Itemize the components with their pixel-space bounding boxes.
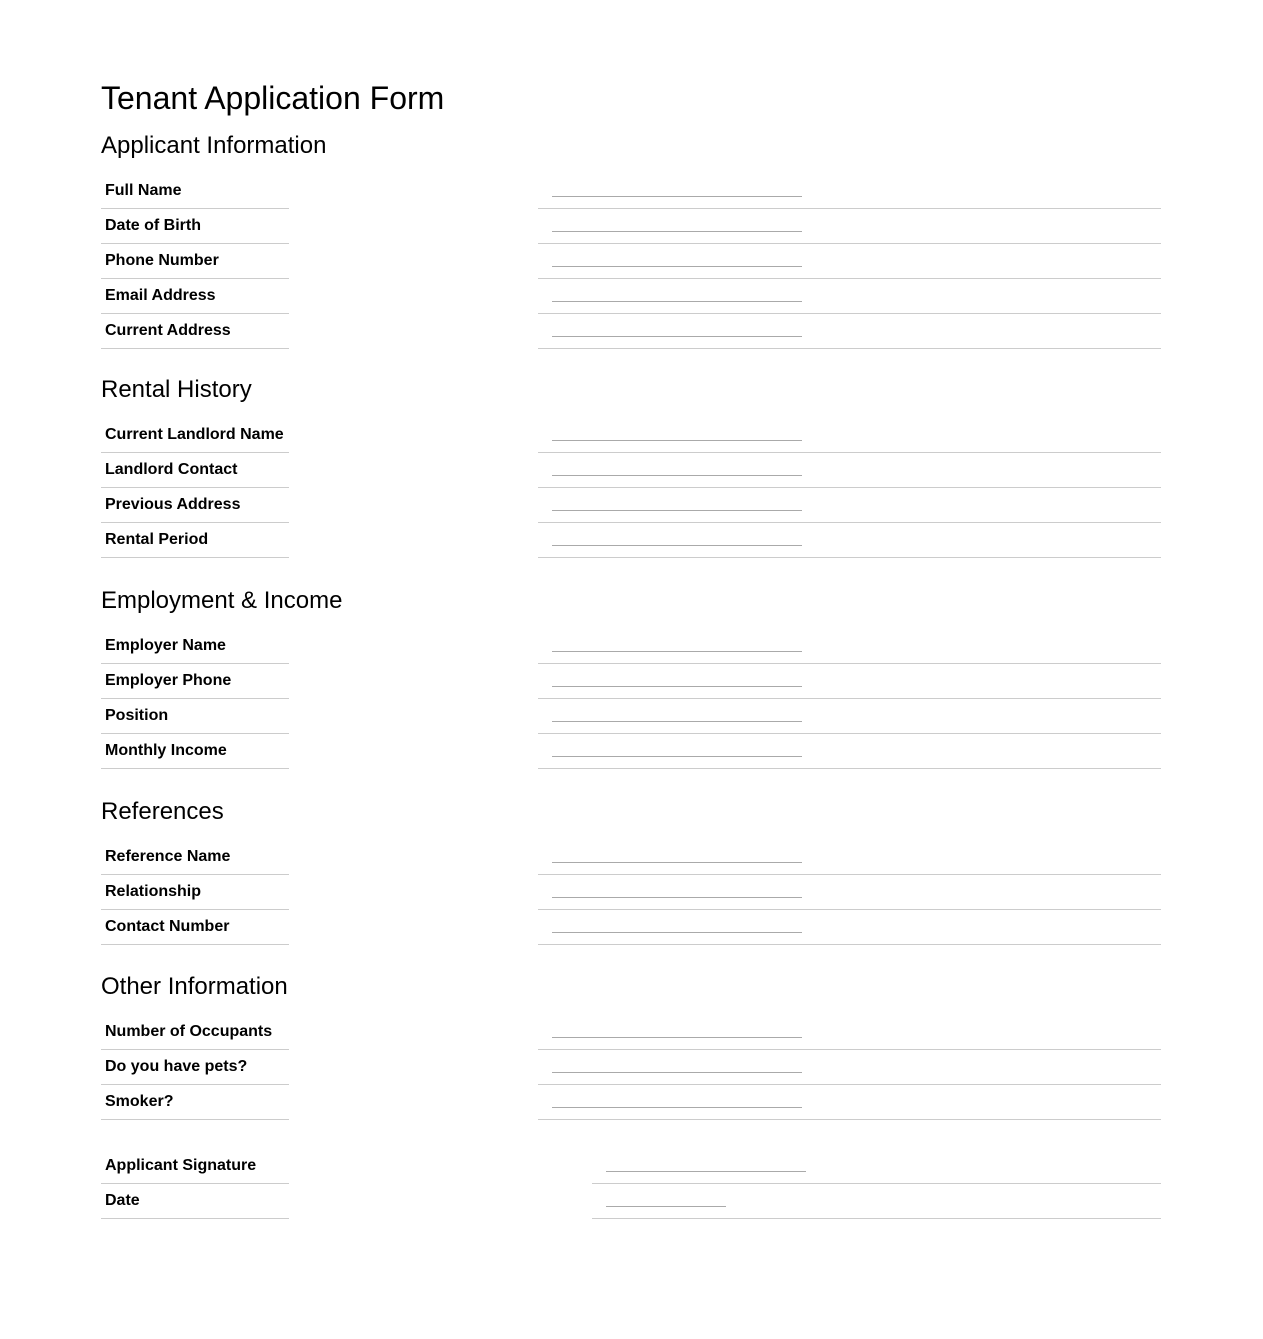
section-title: Employment & Income <box>101 587 343 614</box>
field-cell <box>538 174 1161 209</box>
field-cell <box>538 1085 1161 1120</box>
spacer <box>289 734 538 769</box>
field-label: Number of Occupants <box>101 1015 289 1050</box>
section-applicant-information <box>101 131 1161 349</box>
field-cell <box>538 664 1161 699</box>
field-label: Smoker? <box>101 1085 289 1120</box>
field-cell <box>538 629 1161 664</box>
field-label: Relationship <box>101 875 289 910</box>
current-address-input[interactable] <box>552 327 802 337</box>
field-cell <box>538 314 1161 349</box>
current-landlord-name-input[interactable] <box>552 431 802 441</box>
spacer <box>289 1149 592 1184</box>
spacer <box>289 174 538 209</box>
form-row-phone-number <box>101 244 1161 279</box>
spacer <box>289 209 538 244</box>
spacer <box>289 418 538 453</box>
section-title: Applicant Information <box>101 132 327 159</box>
contact-number-input[interactable] <box>552 923 802 933</box>
field-cell <box>538 209 1161 244</box>
section-rental-history <box>101 375 1161 558</box>
field-cell <box>538 1015 1161 1050</box>
phone-number-input[interactable] <box>552 257 802 267</box>
section-other-information <box>101 972 1161 1120</box>
field-table <box>101 840 1161 945</box>
field-label: Previous Address <box>101 488 289 523</box>
field-label: Landlord Contact <box>101 453 289 488</box>
section-signature <box>101 1149 1161 1219</box>
full-name-input[interactable] <box>552 187 802 197</box>
field-label: Email Address <box>101 279 289 314</box>
pets-input[interactable] <box>552 1063 802 1073</box>
spacer <box>289 664 538 699</box>
form-row-employer-phone <box>101 664 1161 699</box>
section-title: Other Information <box>101 973 288 1000</box>
form-row-rental-period <box>101 523 1161 558</box>
field-cell <box>538 488 1161 523</box>
spacer <box>289 279 538 314</box>
field-cell <box>538 453 1161 488</box>
form-row-full-name <box>101 174 1161 209</box>
form-row-date-of-birth <box>101 209 1161 244</box>
reference-name-input[interactable] <box>552 853 802 863</box>
field-cell <box>538 279 1161 314</box>
field-label: Current Address <box>101 314 289 349</box>
form-row-contact-number <box>101 910 1161 945</box>
field-table <box>101 418 1161 558</box>
tenant-application-form <box>101 78 1161 1219</box>
field-cell <box>592 1149 1161 1184</box>
field-label: Employer Name <box>101 629 289 664</box>
field-cell <box>538 734 1161 769</box>
field-cell <box>538 1050 1161 1085</box>
date-of-birth-input[interactable] <box>552 222 802 232</box>
section-title: Rental History <box>101 376 252 403</box>
spacer <box>289 1050 538 1085</box>
page-title: Tenant Application Form <box>101 80 445 116</box>
field-label: Rental Period <box>101 523 289 558</box>
form-row-reference-name <box>101 840 1161 875</box>
section-employment-income <box>101 586 1161 769</box>
field-label: Position <box>101 699 289 734</box>
previous-address-input[interactable] <box>552 501 802 511</box>
date-input[interactable] <box>606 1197 726 1207</box>
section-title: References <box>101 798 224 825</box>
form-row-smoker <box>101 1085 1161 1120</box>
email-address-input[interactable] <box>552 292 802 302</box>
field-table <box>101 1015 1161 1120</box>
field-label: Contact Number <box>101 910 289 945</box>
spacer <box>289 629 538 664</box>
position-input[interactable] <box>552 712 802 722</box>
employer-phone-input[interactable] <box>552 677 802 687</box>
form-row-employer-name <box>101 629 1161 664</box>
relationship-input[interactable] <box>552 888 802 898</box>
field-cell <box>538 418 1161 453</box>
field-label: Do you have pets? <box>101 1050 289 1085</box>
spacer <box>289 699 538 734</box>
spacer <box>289 453 538 488</box>
field-label: Phone Number <box>101 244 289 279</box>
field-cell <box>538 840 1161 875</box>
form-row-relationship <box>101 875 1161 910</box>
field-table <box>101 629 1161 769</box>
number-of-occupants-input[interactable] <box>552 1028 802 1038</box>
field-cell <box>538 699 1161 734</box>
applicant-signature-input[interactable] <box>606 1162 806 1172</box>
landlord-contact-input[interactable] <box>552 466 802 476</box>
form-row-email-address <box>101 279 1161 314</box>
form-row-number-of-occupants <box>101 1015 1161 1050</box>
field-label: Monthly Income <box>101 734 289 769</box>
spacer <box>289 1184 592 1219</box>
form-row-position <box>101 699 1161 734</box>
field-label: Employer Phone <box>101 664 289 699</box>
spacer <box>289 875 538 910</box>
field-label: Applicant Signature <box>101 1149 289 1184</box>
rental-period-input[interactable] <box>552 536 802 546</box>
spacer <box>289 523 538 558</box>
form-row-applicant-signature <box>101 1149 1161 1184</box>
monthly-income-input[interactable] <box>552 747 802 757</box>
spacer <box>289 314 538 349</box>
field-cell <box>538 523 1161 558</box>
field-label: Date of Birth <box>101 209 289 244</box>
field-cell <box>538 875 1161 910</box>
field-cell <box>538 910 1161 945</box>
form-row-pets <box>101 1050 1161 1085</box>
spacer <box>289 840 538 875</box>
smoker-input[interactable] <box>552 1098 802 1108</box>
form-row-previous-address <box>101 488 1161 523</box>
spacer <box>289 1015 538 1050</box>
field-cell <box>538 244 1161 279</box>
spacer <box>289 244 538 279</box>
section-references <box>101 797 1161 945</box>
form-row-date <box>101 1184 1161 1219</box>
field-table <box>101 1149 1161 1219</box>
form-row-current-address <box>101 314 1161 349</box>
spacer <box>289 488 538 523</box>
field-label: Current Landlord Name <box>101 418 289 453</box>
form-row-monthly-income <box>101 734 1161 769</box>
field-label: Reference Name <box>101 840 289 875</box>
spacer <box>289 910 538 945</box>
field-cell <box>592 1184 1161 1219</box>
form-row-landlord-contact <box>101 453 1161 488</box>
employer-name-input[interactable] <box>552 642 802 652</box>
form-row-current-landlord-name <box>101 418 1161 453</box>
field-label: Full Name <box>101 174 289 209</box>
spacer <box>289 1085 538 1120</box>
field-table <box>101 174 1161 349</box>
field-label: Date <box>101 1184 289 1219</box>
